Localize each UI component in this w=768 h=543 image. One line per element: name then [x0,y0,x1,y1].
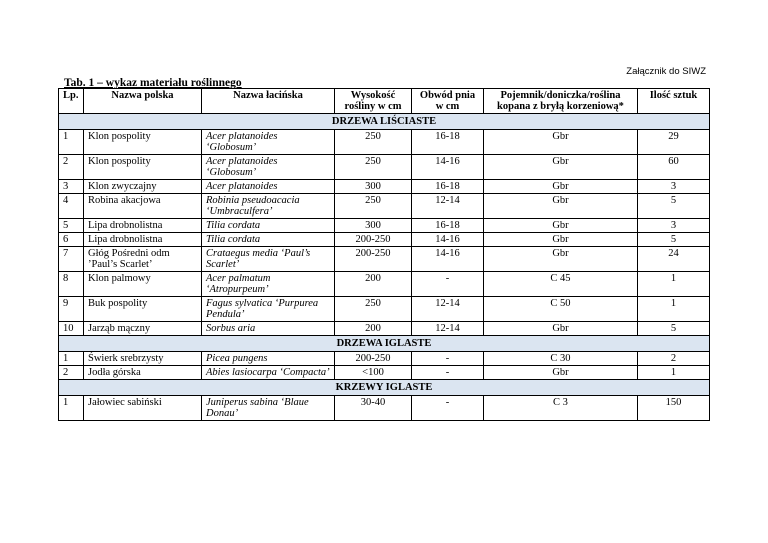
section-title: DRZEWA LIŚCIASTE [59,114,710,130]
cell-quantity: 5 [638,233,710,247]
section-title: DRZEWA IGLASTE [59,336,710,352]
cell-polish-name: Klon zwyczajny [84,180,202,194]
plant-material-table [58,88,710,421]
cell-container: C 45 [484,272,638,297]
cell-lp: 5 [59,219,84,233]
cell-height: 250 [335,194,412,219]
cell-container: Gbr [484,366,638,380]
cell-polish-name: Jarząb mączny [84,322,202,336]
cell-lp: 3 [59,180,84,194]
cell-lp: 2 [59,155,84,180]
table-row [59,396,710,421]
cell-trunk: - [412,272,484,297]
section-title: KRZEWY IGLASTE [59,380,710,396]
cell-latin-name: Acer platanoides ‘Globosum’ [202,155,335,180]
table-row [59,247,710,272]
cell-height: <100 [335,366,412,380]
cell-latin-name: Abies lasiocarpa ‘Compacta’ [202,366,335,380]
cell-height: 200-250 [335,247,412,272]
cell-trunk: 12-14 [412,322,484,336]
cell-container: Gbr [484,247,638,272]
annex-label: Załącznik do SIWZ [626,66,706,77]
table-row [59,180,710,194]
cell-lp: 6 [59,233,84,247]
cell-quantity: 1 [638,366,710,380]
cell-lp: 4 [59,194,84,219]
cell-trunk: 16-18 [412,219,484,233]
table-row [59,194,710,219]
cell-container: Gbr [484,155,638,180]
cell-trunk: - [412,352,484,366]
cell-quantity: 5 [638,194,710,219]
cell-trunk: 16-18 [412,130,484,155]
cell-latin-name: Acer platanoides ‘Globosum’ [202,130,335,155]
table-row [59,219,710,233]
cell-quantity: 1 [638,272,710,297]
cell-height: 30-40 [335,396,412,421]
cell-trunk: 14-16 [412,233,484,247]
cell-trunk: - [412,366,484,380]
cell-height: 200 [335,322,412,336]
cell-latin-name: Juniperus sabina ‘Blaue Donau’ [202,396,335,421]
cell-trunk: - [412,396,484,421]
section-row [59,380,710,396]
cell-quantity: 3 [638,219,710,233]
cell-container: C 30 [484,352,638,366]
cell-quantity: 3 [638,180,710,194]
cell-polish-name: Klon pospolity [84,130,202,155]
header-row [59,89,710,114]
cell-latin-name: Acer palmatum ‘Atropurpeum’ [202,272,335,297]
cell-polish-name: Jodła górska [84,366,202,380]
cell-container: C 50 [484,297,638,322]
cell-container: Gbr [484,180,638,194]
cell-trunk: 12-14 [412,297,484,322]
cell-height: 300 [335,180,412,194]
cell-latin-name: Robinia pseudoacacia ‘Umbraculfera’ [202,194,335,219]
col-header-height: Wysokość rośliny w cm [335,89,412,114]
cell-polish-name: Lipa drobnolistna [84,219,202,233]
cell-polish-name: Świerk srebrzysty [84,352,202,366]
col-header-polish-name: Nazwa polska [84,89,202,114]
cell-container: Gbr [484,194,638,219]
section-row [59,114,710,130]
table-row [59,297,710,322]
cell-lp: 8 [59,272,84,297]
cell-polish-name: Buk pospolity [84,297,202,322]
col-header-trunk: Obwód pnia w cm [412,89,484,114]
cell-latin-name: Acer platanoides [202,180,335,194]
cell-height: 250 [335,130,412,155]
table-row [59,272,710,297]
cell-quantity: 2 [638,352,710,366]
cell-container: Gbr [484,219,638,233]
cell-latin-name: Picea pungens [202,352,335,366]
cell-trunk: 16-18 [412,180,484,194]
cell-latin-name: Tilia cordata [202,233,335,247]
cell-quantity: 24 [638,247,710,272]
cell-polish-name: Lipa drobnolistna [84,233,202,247]
cell-quantity: 60 [638,155,710,180]
cell-container: Gbr [484,130,638,155]
cell-quantity: 1 [638,297,710,322]
cell-container: Gbr [484,233,638,247]
cell-latin-name: Tilia cordata [202,219,335,233]
cell-lp: 10 [59,322,84,336]
cell-trunk: 14-16 [412,247,484,272]
cell-polish-name: Klon pospolity [84,155,202,180]
cell-polish-name: Klon palmowy [84,272,202,297]
cell-height: 300 [335,219,412,233]
section-row [59,336,710,352]
cell-lp: 1 [59,352,84,366]
table-row [59,366,710,380]
cell-lp: 2 [59,366,84,380]
cell-lp: 1 [59,130,84,155]
cell-trunk: 14-16 [412,155,484,180]
cell-quantity: 150 [638,396,710,421]
cell-quantity: 29 [638,130,710,155]
col-header-latin-name: Nazwa łacińska [202,89,335,114]
cell-latin-name: Fagus sylvatica ‘Purpurea Pendula’ [202,297,335,322]
table-row [59,155,710,180]
cell-lp: 9 [59,297,84,322]
cell-height: 250 [335,297,412,322]
cell-height: 200-250 [335,352,412,366]
table-title: Tab. 1 – wykaz materiału roślinnego [64,77,242,89]
table-row [59,130,710,155]
cell-height: 200 [335,272,412,297]
table-row [59,352,710,366]
cell-quantity: 5 [638,322,710,336]
cell-lp: 7 [59,247,84,272]
col-header-container: Pojemnik/doniczka/roślina kopana z bryłą korzeniową* [484,89,638,114]
cell-height: 250 [335,155,412,180]
cell-trunk: 12-14 [412,194,484,219]
cell-latin-name: Sorbus aria [202,322,335,336]
cell-polish-name: Robina akacjowa [84,194,202,219]
table-row [59,233,710,247]
cell-latin-name: Crataegus media ‘Paul’s Scarlet’ [202,247,335,272]
cell-lp: 1 [59,396,84,421]
cell-polish-name: Głóg Pośredni odm ’Paul’s Scarlet’ [84,247,202,272]
cell-container: C 3 [484,396,638,421]
cell-container: Gbr [484,322,638,336]
col-header-lp: Lp. [59,89,84,114]
table-row [59,322,710,336]
cell-polish-name: Jałowiec sabiński [84,396,202,421]
col-header-quantity: Ilość sztuk [638,89,710,114]
cell-height: 200-250 [335,233,412,247]
